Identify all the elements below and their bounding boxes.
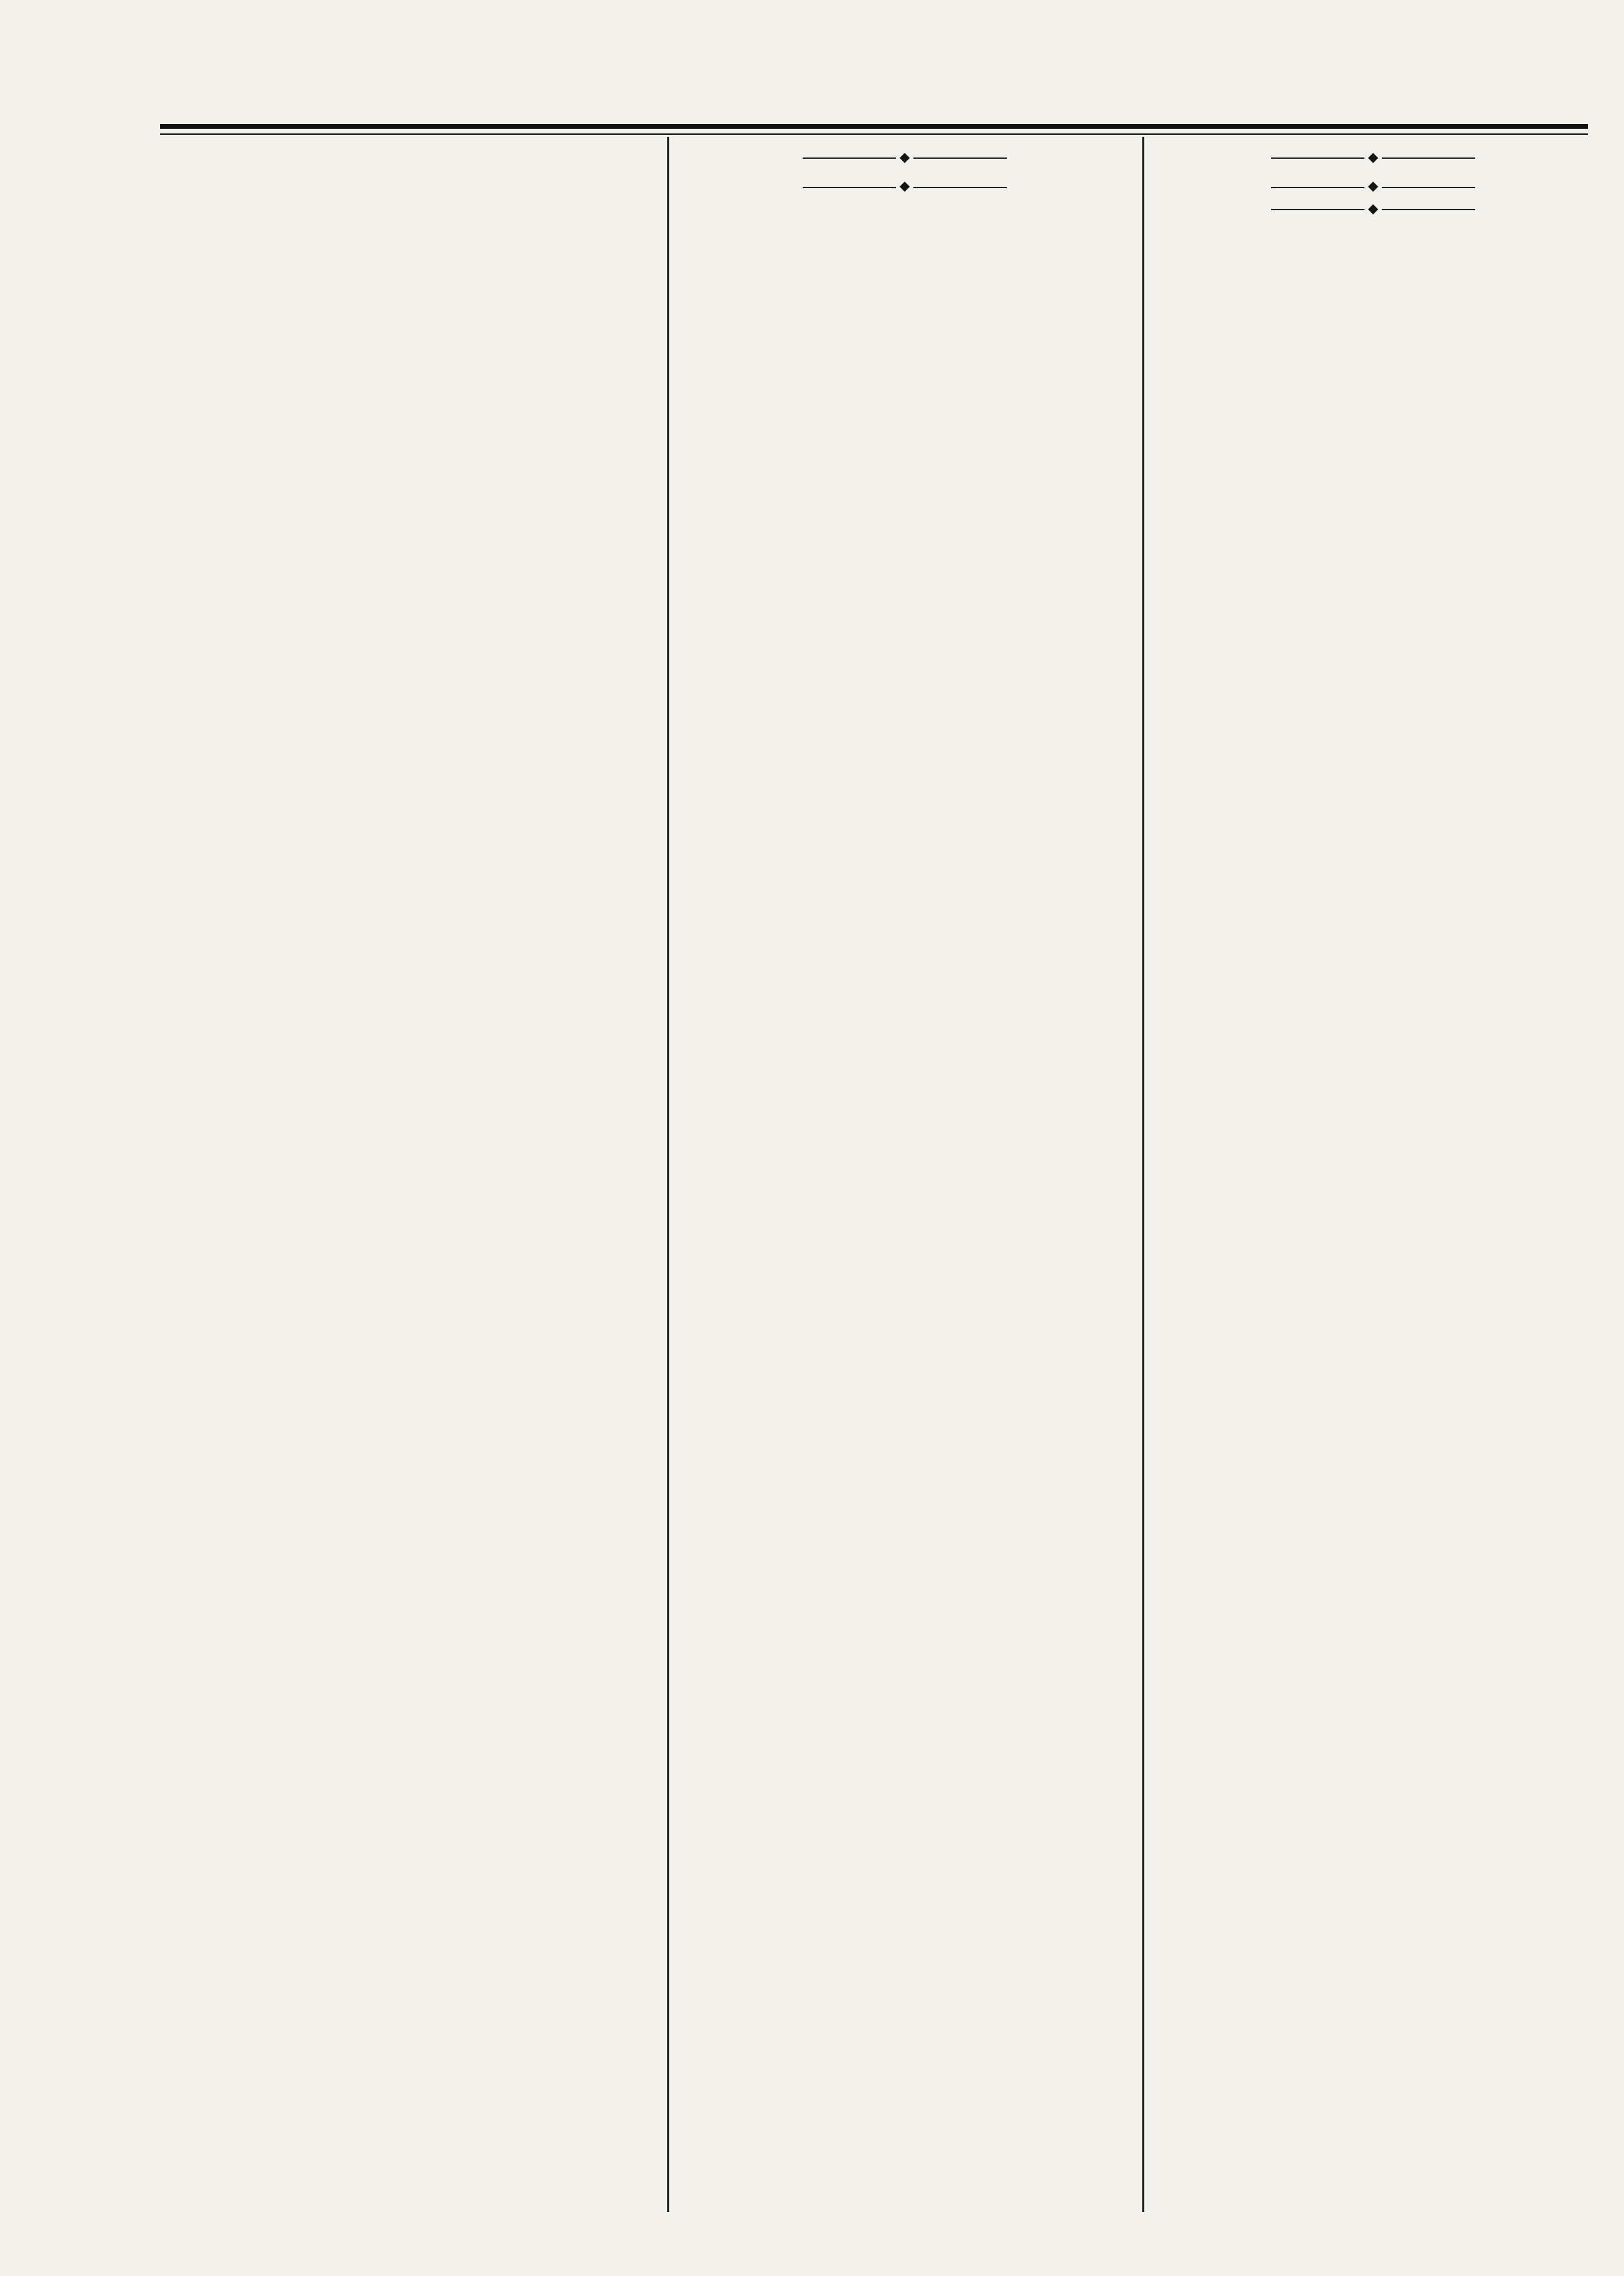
column-1 [164, 143, 655, 165]
column-divider-1 [667, 137, 669, 2212]
separator: ◆ [681, 150, 1129, 165]
column-3 [1153, 143, 1593, 224]
separator: ◆ [1153, 150, 1593, 165]
column-2 [681, 143, 1129, 202]
separator: ◆ [1153, 202, 1593, 217]
header-rule-thin [160, 133, 1588, 135]
column-divider-2 [1142, 137, 1144, 2212]
header-rule-thick [160, 124, 1588, 129]
separator: ◆ [681, 179, 1129, 194]
separator: ◆ [1153, 179, 1593, 194]
